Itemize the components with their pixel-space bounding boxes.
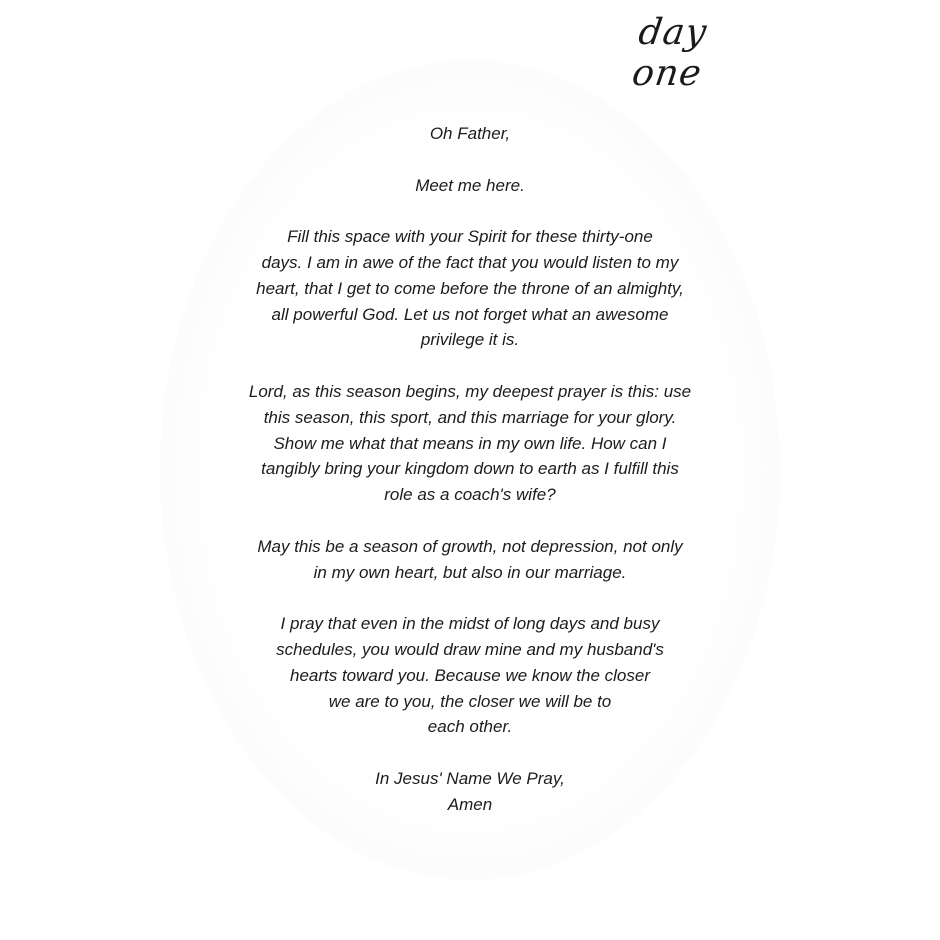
paragraph-line: privilege it is. (420, 330, 520, 350)
greeting-line: Oh Father, (429, 124, 511, 143)
paragraph-line: Show me what that means in my own life. How can I (273, 433, 667, 453)
paragraph-line: heart, that I get to come before the throne of an almighty, (256, 278, 684, 298)
paragraph-3 (230, 534, 710, 586)
paragraph-line: role as a coach's wife? (384, 485, 556, 505)
paragraph-4 (230, 611, 710, 740)
closing (230, 766, 710, 818)
greeting (230, 121, 710, 147)
paragraph-line: schedules, you would draw mine and my husband's (276, 639, 664, 659)
invocation (230, 173, 710, 199)
paragraph-line: in my own heart, but also in our marriage. (313, 562, 627, 582)
paragraph-line: I pray that even in the midst of long days and busy (280, 614, 660, 634)
paragraph-1 (230, 224, 710, 353)
closing-line: In Jesus' Name We Pray, (375, 768, 565, 788)
paragraph-2 (230, 379, 710, 508)
closing-line: Amen (447, 794, 493, 814)
day-heading: day one (629, 12, 710, 94)
invocation-line: Meet me here. (415, 175, 525, 195)
paragraph-line: tangibly bring your kingdom down to earth as I fulfill this (261, 459, 679, 479)
prayer-body (230, 121, 710, 843)
paragraph-line: Lord, as this season begins, my deepest prayer is this: use (248, 381, 692, 401)
paragraph-line: this season, this sport, and this marriage for your glory. (263, 407, 677, 427)
paragraph-line: we are to you, the closer we will be to (328, 691, 612, 711)
paragraph-line: Fill this space with your Spirit for these thirty-one (287, 227, 653, 247)
paragraph-line: all powerful God. Let us not forget what an awesome (271, 304, 669, 324)
paragraph-line: days. I am in awe of the fact that you would listen to my (261, 252, 679, 272)
paragraph-line: each other. (427, 717, 513, 737)
paragraph-line: hearts toward you. Because we know the closer (289, 665, 651, 685)
paragraph-line: May this be a season of growth, not depression, not only (257, 536, 683, 556)
